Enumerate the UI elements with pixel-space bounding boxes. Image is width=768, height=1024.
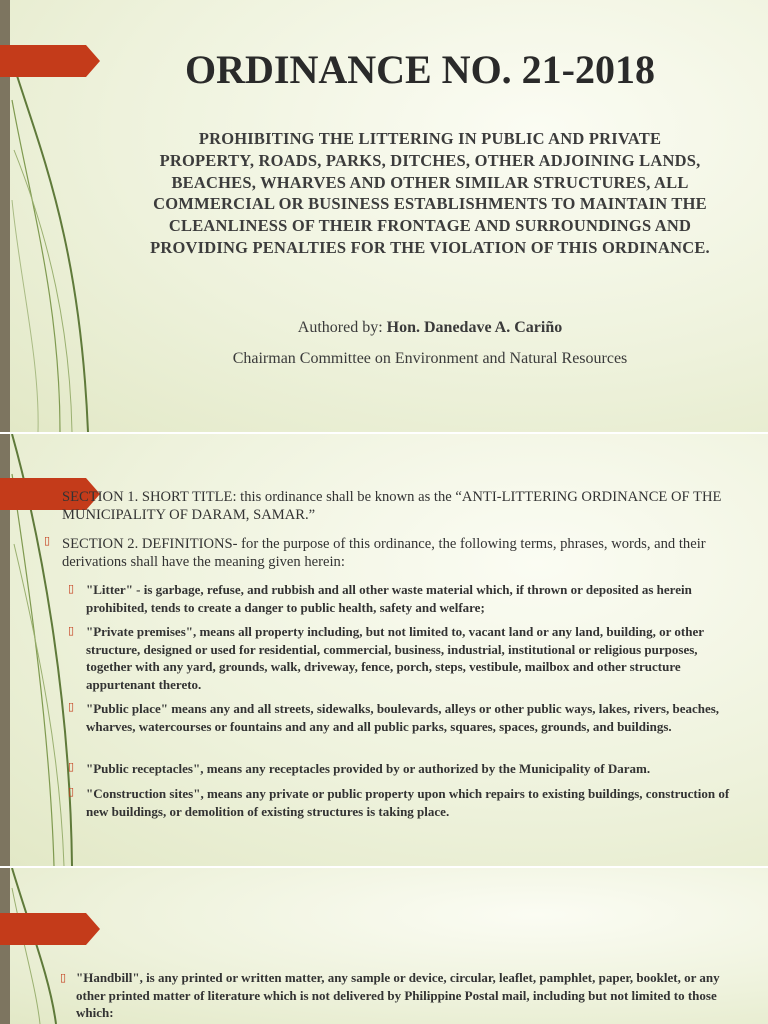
definition-public-place: "Public place" means any and all streets, sidewalks, boulevards, alleys or other public ways, lakes, rivers, beaches, wharves, watercourses or fountains and any and all public parks, squares, spaces, grounds, and buildings. xyxy=(86,701,720,734)
ordinance-title: ORDINANCE NO. 21-2018 xyxy=(185,47,655,92)
chairman-line: Chairman Committee on Environment and Natural Resources xyxy=(232,350,628,367)
definition-litter: "Litter" - is garbage, refuse, and rubbish and all other waste material which, if thrown or deposited as herein prohibited, tends to create a danger to public health, safety and welfare; xyxy=(86,582,692,615)
definition-public-receptacles: "Public receptacles", means any receptacles provided by or authorized by the Municipality of Daram. xyxy=(86,761,651,776)
definition-private-premises: "Private premises", means all property including, but not limited to, vacant land or any land, building, or other structure, designed or used for residential, commercial, business, industrial, institutional or religious purposes, together with any yard, grounds, walk, driveway, fence, porch, steps, vestibule, mailbox and other structure appurtenant thereto. xyxy=(86,624,704,692)
bullet-icon: ▯ xyxy=(68,624,75,637)
ordinance-subtitle: PROHIBITING THE LITTERING IN PUBLIC AND PRIVATE PROPERTY, ROADS, PARKS, DITCHES, OTHER ADJOINING LANDS, BEACHES, WHARVES AND OTHER SIMILAR STRUCTURES, ALL COMMERCIAL OR BUSINESS ESTABLISHMENTS TO MAINTAIN THE CLEANLINESS OF THEIR FRONTAGE AND SURROUNDINGS AND PROVIDING PENALTIES FOR THE VIOLATION OF THIS ORDINANCE. xyxy=(150,129,710,257)
bullet-icon: ▯ xyxy=(68,700,75,713)
accent-flag xyxy=(0,45,100,77)
left-bar xyxy=(0,868,10,1024)
author-prefix: Authored by: xyxy=(297,319,387,336)
section-2: SECTION 2. DEFINITIONS- for the purpose of this ordinance, the following terms, phrases, words, and their derivations shall have the meaning given herein: xyxy=(62,536,706,570)
slide-1 xyxy=(0,0,768,432)
accent-flag xyxy=(0,913,100,945)
bullet-icon: ▯ xyxy=(68,785,75,798)
bullet-icon: ▯ xyxy=(68,760,75,773)
bullet-icon: ▯ xyxy=(68,582,75,595)
author-name: Hon. Danedave A. Cariño xyxy=(386,319,563,336)
slide-2 xyxy=(0,434,768,866)
bullet-icon: ▯ xyxy=(60,971,67,984)
definition-construction-sites: "Construction sites", means any private or public property upon which repairs to existing buildings, construction of new buildings, or demolition of existing structures is taking place. xyxy=(86,786,730,819)
definition-handbill: "Handbill", is any printed or written matter, any sample or device, circular, leaflet, pamphlet, paper, booklet, or any other printed matter of literature which is not delivered by Philippine Postal mail, including but not limited to those which: xyxy=(76,970,720,1020)
author-line xyxy=(150,319,710,337)
section-1: SECTION 1. SHORT TITLE: this ordinance shall be known as the “ANTI-LITTERING ORDINANCE OF THE MUNICIPALITY OF DARAM, SAMAR.” xyxy=(62,489,722,523)
bullet-icon: ▯ xyxy=(44,534,51,547)
slide-3 xyxy=(0,868,768,1024)
